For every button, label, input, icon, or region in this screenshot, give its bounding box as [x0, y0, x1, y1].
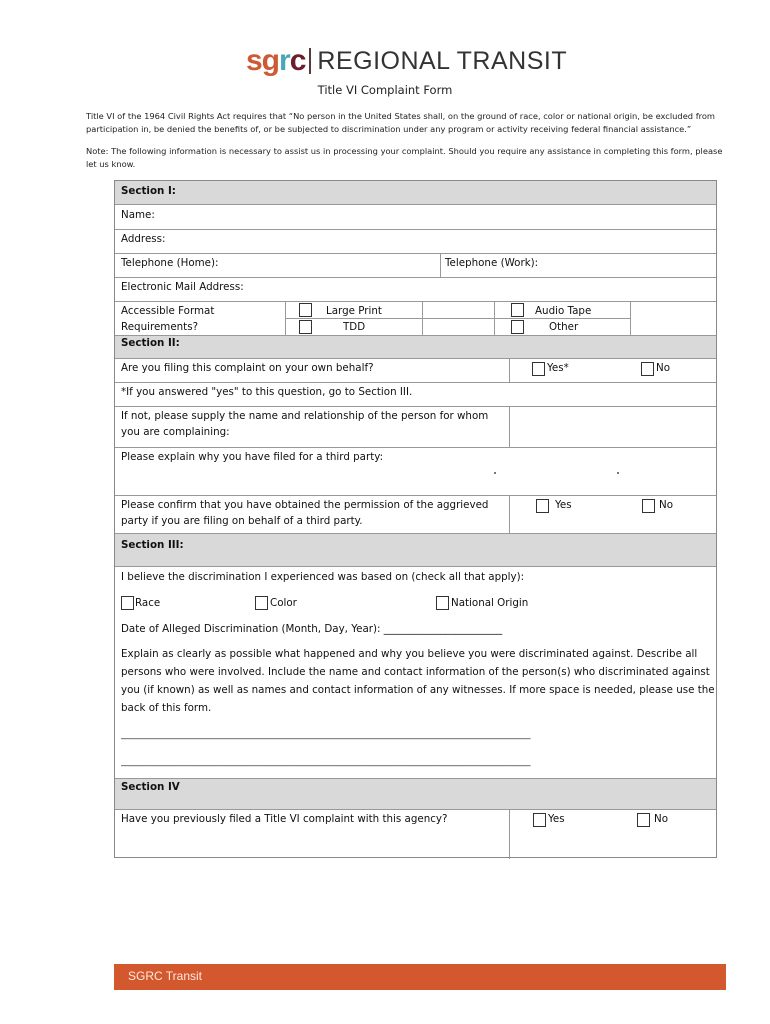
own-behalf-no-checkbox[interactable] [641, 362, 654, 376]
permission-no-label: No [659, 499, 674, 511]
telephone-work-label: Telephone (Work): [445, 257, 539, 269]
permission-no-checkbox[interactable] [642, 499, 655, 513]
row-divider [115, 301, 716, 302]
col-divider [509, 495, 510, 533]
national-origin-label: National Origin [451, 597, 529, 609]
color-checkbox[interactable] [255, 596, 268, 610]
tdd-checkbox[interactable] [299, 320, 312, 334]
logo-text: REGIONAL TRANSIT [317, 46, 568, 75]
audio-tape-label: Audio Tape [535, 305, 592, 317]
own-behalf-no-label: No [656, 362, 671, 374]
permission-question: Please confirm that you have obtained the permission of the aggrieved [121, 499, 489, 511]
col-divider [509, 406, 510, 447]
other-label: Other [549, 321, 579, 333]
explain-instructions-1: Explain as clearly as possible what happened and why you believe you were discriminated against. Describe all [121, 648, 698, 660]
row-divider [115, 253, 716, 254]
permission-yes-checkbox[interactable] [536, 499, 549, 513]
accessible-format-label: Accessible Format [121, 305, 215, 317]
footer-bar [114, 964, 726, 990]
section-3-header-bg [115, 533, 716, 566]
color-label: Color [270, 597, 297, 609]
explanation-line-2[interactable]: ___________________________________________________________________________________________ [121, 757, 531, 767]
address-label: Address: [121, 233, 166, 245]
section-4-header-bg [115, 778, 716, 809]
row-divider [115, 495, 716, 496]
explain-instructions-3: you (if known) as well as names and contact information of any witnesses. If more space is needed, please use the [121, 684, 715, 696]
col-divider [494, 301, 495, 335]
own-behalf-question: Are you filing this complaint on your own behalf? [121, 362, 374, 374]
logo [246, 44, 591, 78]
row-divider [115, 335, 716, 336]
col-divider [630, 301, 631, 335]
other-checkbox[interactable] [511, 320, 524, 334]
col-divider [440, 253, 441, 277]
national-origin-checkbox[interactable] [436, 596, 449, 610]
section-1-header-bg [115, 181, 716, 204]
own-behalf-yes-label: Yes* [547, 362, 569, 374]
row-divider [115, 447, 716, 448]
logo-mark [246, 46, 305, 76]
previous-no-label: No [654, 813, 669, 825]
logo-part-sg: sg [246, 44, 280, 77]
row-divider [115, 204, 716, 205]
discrimination-basis-prompt: I believe the discrimination I experienced was based on (check all that apply): [121, 571, 525, 583]
complaint-form-table [114, 180, 717, 858]
section-1-title: Section I: [121, 185, 176, 197]
row-divider [115, 382, 716, 383]
explanation-line-1[interactable]: ___________________________________________________________________________________________ [121, 730, 531, 740]
accessible-format-label-2: Requirements? [121, 321, 199, 333]
large-print-label: Large Print [326, 305, 382, 317]
intro-paragraph: Title VI of the 1964 Civil Rights Act requires that “No person in the United States shall, on the ground of race, color or national origin, be excluded from participation in, be denied the benefits of, or be subjected to discrimination under any program or activity receiving federal financial assistance.” [86, 111, 716, 134]
own-behalf-yes-checkbox[interactable] [532, 362, 545, 376]
row-divider [115, 229, 716, 230]
col-divider [285, 301, 286, 335]
logo-part-c: c [289, 44, 306, 77]
row-divider [115, 778, 716, 779]
date-of-discrimination-field[interactable]: Date of Alleged Discrimination (Month, Day, Year): _______________________ [121, 623, 503, 635]
logo-divider [309, 48, 311, 74]
row-divider [115, 809, 716, 810]
permission-question-2: party if you are filing on behalf of a third party. [121, 515, 363, 527]
col-divider [509, 809, 510, 859]
previous-yes-checkbox[interactable] [533, 813, 546, 827]
yes-instruction: *If you answered "yes" to this question, go to Section III. [121, 386, 413, 398]
previous-no-checkbox[interactable] [637, 813, 650, 827]
row-divider [115, 566, 716, 567]
previous-yes-label: Yes [548, 813, 565, 825]
race-label: Race [135, 597, 161, 609]
name-label: Name: [121, 209, 155, 221]
row-divider [115, 277, 716, 278]
audio-tape-checkbox[interactable] [511, 303, 524, 317]
stray-mark [494, 472, 496, 474]
race-checkbox[interactable] [121, 596, 134, 610]
explain-instructions-2: persons who were involved. Include the name and contact information of the person(s) who discriminated against [121, 666, 710, 678]
third-party-explain-label: Please explain why you have filed for a third party: [121, 451, 384, 463]
intro-note: Note: The following information is necessary to assist us in processing your complaint. Should you require any assistance in completing this form, please let us know. [86, 146, 723, 169]
third-party-prompt: If not, please supply the name and relationship of the person for whom [121, 410, 489, 422]
section-2-header-bg [115, 335, 716, 358]
section-2-title: Section II: [121, 337, 180, 349]
col-divider [422, 301, 423, 335]
large-print-checkbox[interactable] [299, 303, 312, 317]
footer-text: SGRC Transit [128, 969, 203, 983]
logo-part-r: r [279, 44, 290, 77]
telephone-home-label: Telephone (Home): [121, 257, 219, 269]
tdd-label: TDD [343, 321, 366, 333]
permission-yes-label: Yes [555, 499, 572, 511]
form-title: Title VI Complaint Form [317, 83, 453, 97]
row-divider [115, 406, 716, 407]
row-divider [115, 533, 716, 534]
section-4-title: Section IV [121, 781, 180, 793]
email-label: Electronic Mail Address: [121, 281, 244, 293]
previous-complaint-question: Have you previously filed a Title VI complaint with this agency? [121, 813, 448, 825]
col-divider [509, 358, 510, 382]
section-3-title: Section III: [121, 539, 184, 551]
row-divider [115, 358, 716, 359]
third-party-prompt-2: you are complaining: [121, 426, 230, 438]
stray-mark [617, 472, 619, 474]
explain-instructions-4: back of this form. [121, 702, 212, 714]
